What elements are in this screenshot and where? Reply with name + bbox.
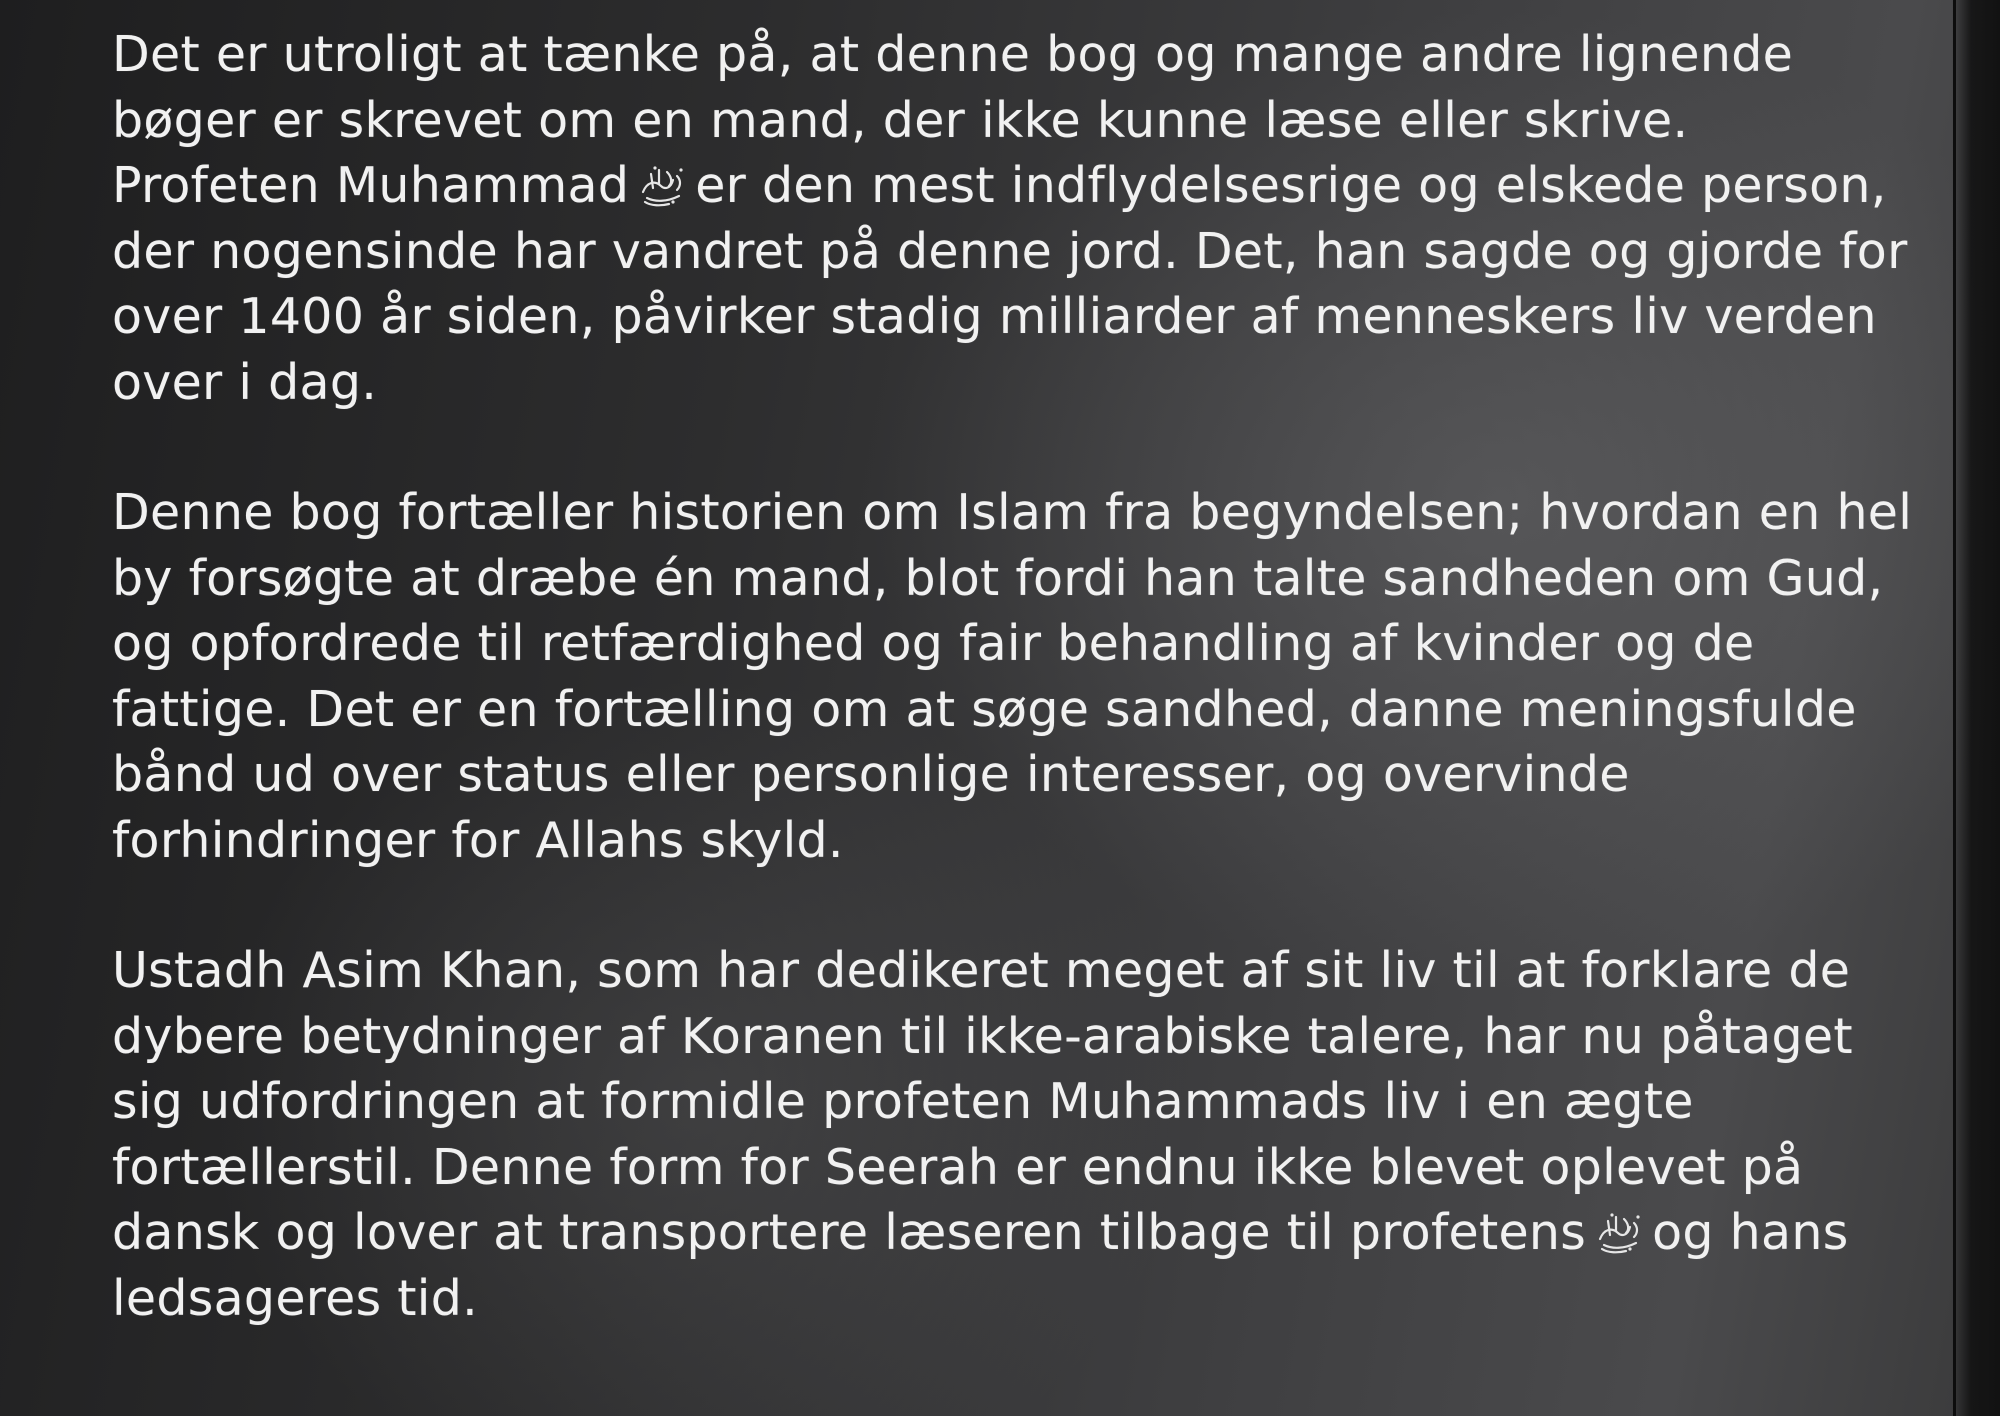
paragraph-3 xyxy=(112,480,1962,873)
text-line: og opfordrede til retfærdighed og fair behandling af kvinder og de xyxy=(112,615,1755,672)
paragraph-2 xyxy=(112,153,1962,415)
text-segment: er den mest indflydelsesrige og elskede person, xyxy=(695,157,1887,214)
salallahu-alayhi-wasallam-calligraphy-icon xyxy=(637,162,687,208)
paragraph-4 xyxy=(112,938,1962,1331)
text-line xyxy=(112,153,1962,219)
text-segment: Profeten Muhammad xyxy=(112,157,630,214)
paragraph-spacer xyxy=(112,415,1962,480)
text-line: Ustadh Asim Khan, som har dedikeret meget af sit liv til at forklare de xyxy=(112,942,1851,999)
text-segment: dansk og lover at transportere læseren tilbage til profetens xyxy=(112,1204,1587,1261)
text-line: over i dag. xyxy=(112,353,378,411)
text-line: bøger er skrevet om en mand, der ikke kunne læse eller skrive. xyxy=(112,91,1689,149)
text-line: dybere betydninger af Koranen til ikke-arabiske talere, har nu påtaget xyxy=(112,1007,1853,1065)
text-line: der nogensinde har vandret på denne jord. Det, han sagde og gjorde for xyxy=(112,222,1908,280)
text-line: Denne bog fortæller historien om Islam fra begyndelsen; hvordan en hel xyxy=(112,484,1913,541)
text-line: bånd ud over status eller personlige interesser, og overvinde xyxy=(112,746,1630,803)
paragraph-1 xyxy=(112,22,1962,153)
text-line: over 1400 år siden, påvirker stadig milliarder af menneskers liv verden xyxy=(112,288,1877,345)
text-segment: og hans xyxy=(1652,1204,1849,1261)
text-line: forhindringer for Allahs skyld. xyxy=(112,811,844,869)
salallahu-alayhi-wasallam-calligraphy-icon xyxy=(1594,1209,1644,1255)
paragraph-spacer xyxy=(112,873,1962,938)
text-line: fattige. Det er en fortælling om at søge sandhed, danne meningsfulde xyxy=(112,680,1857,738)
text-line: ledsageres tid. xyxy=(112,1269,478,1327)
blurb-text xyxy=(112,22,1962,1331)
text-line xyxy=(112,1200,1962,1266)
text-line: sig udfordringen at formidle profeten Muhammads liv i en ægte xyxy=(112,1073,1694,1130)
text-line: fortællerstil. Denne form for Seerah er endnu ikke blevet oplevet på xyxy=(112,1138,1804,1196)
text-line: by forsøgte at dræbe én mand, blot fordi han talte sandheden om Gud, xyxy=(112,549,1884,607)
text-line: Det er utroligt at tænke på, at denne bog og mange andre lignende xyxy=(112,26,1794,83)
